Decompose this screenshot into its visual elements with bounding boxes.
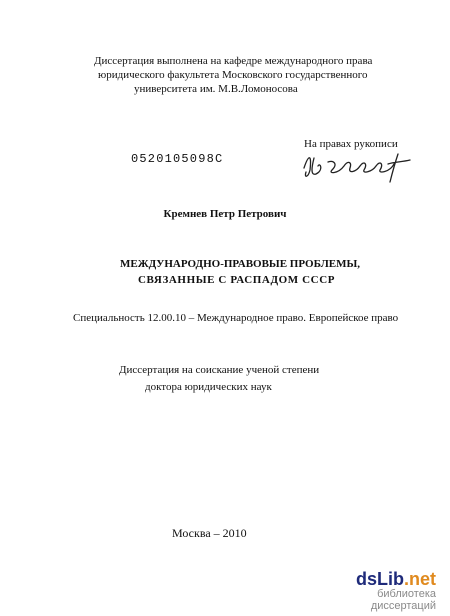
signature-image <box>298 148 420 186</box>
watermark-net: .net <box>403 569 436 589</box>
title-line-1: МЕЖДУНАРОДНО-ПРАВОВЫЕ ПРОБЛЕМЫ, <box>120 258 361 270</box>
header-line-1: Диссертация выполнена на кафедре международного права <box>94 55 373 67</box>
title-line-2: СВЯЗАННЫЕ С РАСПАДОМ СССР <box>138 274 336 286</box>
header-line-2: юридического факультета Московского государственного <box>98 69 368 81</box>
watermark-lib: Lib <box>376 569 404 589</box>
header-line-3: университета им. М.В.Ломоносова <box>134 83 298 95</box>
archive-code: 0520105098C <box>131 152 224 166</box>
watermark-logo <box>316 570 436 588</box>
degree-line-1: Диссертация на соискание ученой степени <box>119 364 320 376</box>
specialty-line: Специальность 12.00.10 – Международное право. Европейское право <box>73 312 399 324</box>
city-year: Москва – 2010 <box>172 526 247 540</box>
watermark-ds: ds <box>355 569 377 589</box>
rights-label: На правах рукописи <box>304 138 398 150</box>
watermark-subtitle: библиотека диссертаций <box>370 588 436 612</box>
dslib-watermark <box>316 569 436 612</box>
author-name: Кремнев Петр Петрович <box>163 208 287 220</box>
degree-line-2: доктора юридических наук <box>145 381 272 393</box>
